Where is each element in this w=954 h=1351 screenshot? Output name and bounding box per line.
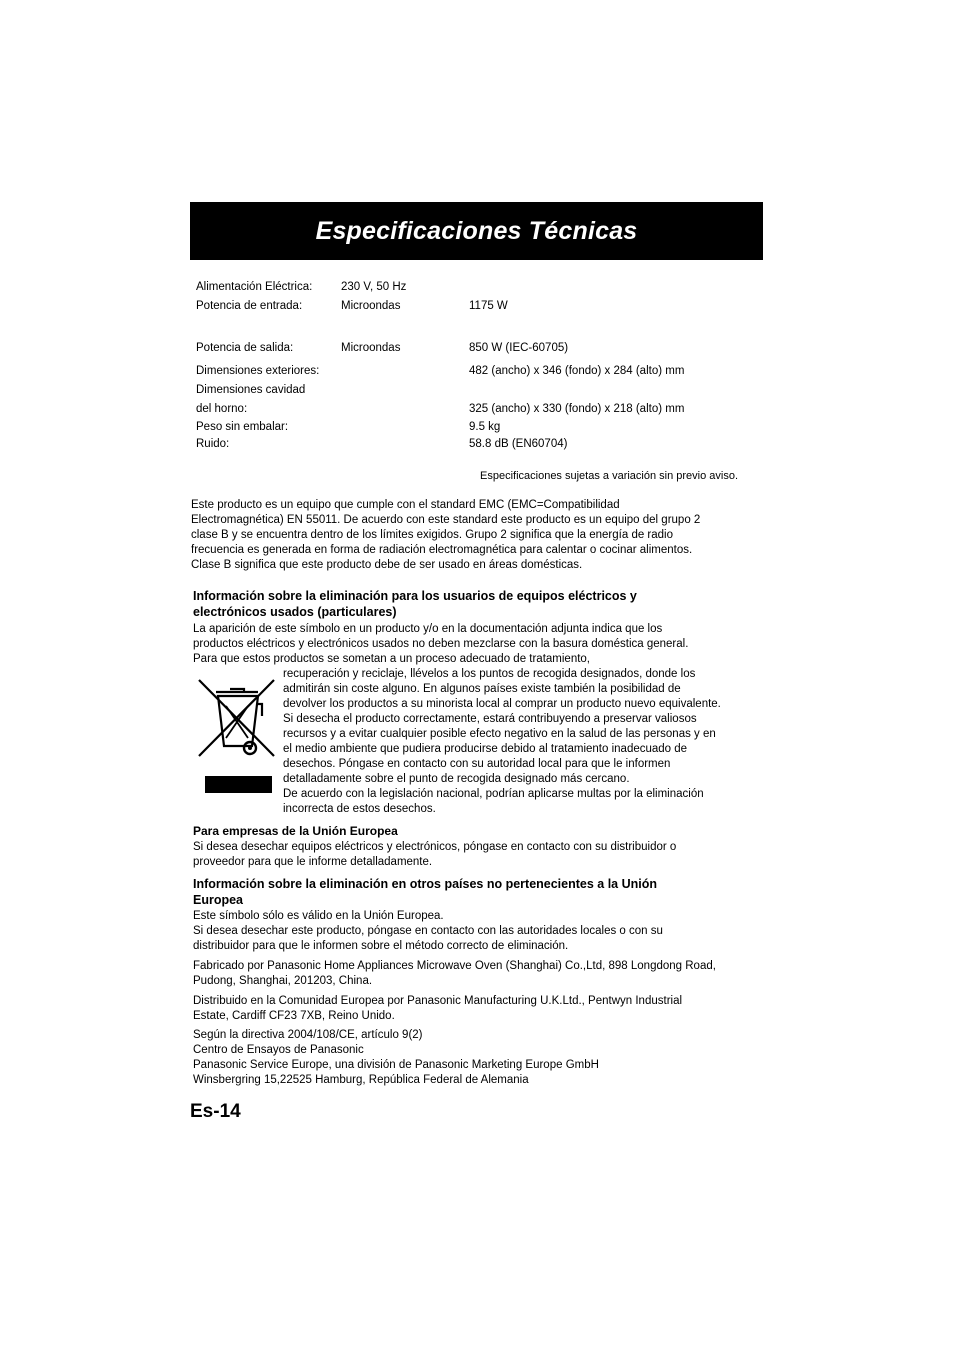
text-line: incorrecta de estos desechos.	[283, 803, 436, 815]
disposal-intro	[193, 622, 688, 667]
text-line: De acuerdo con la legislación nacional, podrían aplicarse multas por la eliminación	[283, 788, 704, 800]
spec-label: Potencia de salida:	[196, 342, 294, 354]
spec-value: 1175 W	[469, 300, 508, 312]
text-line: recursos y a evitar cualquier posible efecto negativo en la salud de las personas y en	[283, 728, 716, 740]
text-line: Según la directiva 2004/108/CE, artículo 9(2)	[193, 1029, 423, 1041]
spec-label: Alimentación Eléctrica:	[196, 281, 313, 293]
crossed-out-wheelie-bin-icon	[196, 676, 278, 798]
business-heading: Para empresas de la Unión Europea	[193, 824, 398, 838]
spec-label: Dimensiones cavidad	[196, 384, 306, 396]
text-line: clase B y se encuentra dentro de los límites exigidos. Grupo 2 significa que la energía de radio	[191, 529, 674, 541]
other-countries-paragraph	[193, 909, 663, 954]
manufacturer-paragraph	[193, 959, 716, 989]
text-line: Electromagnética) EN 55011. De acuerdo con este standard este producto es un equipo del grupo 2	[191, 514, 701, 526]
spec-label: del horno:	[196, 403, 248, 415]
text-line: frecuencia es generada en forma de radiación electromagnética para calentar o cocinar alimentos.	[191, 544, 693, 556]
spec-value: 482 (ancho) x 346 (fondo) x 284 (alto) mm	[469, 365, 685, 377]
text-line: Estate, Cardiff CF23 7XB, Reino Unido.	[193, 1010, 395, 1022]
title-banner	[190, 202, 763, 260]
spec-label: Dimensiones exteriores:	[196, 365, 320, 377]
text-line: Centro de Ensayos de Panasonic	[193, 1044, 364, 1056]
disposal-body	[283, 667, 721, 817]
text-line: recuperación y reciclaje, llévelos a los puntos de recogida designados, donde los	[283, 668, 696, 680]
distributor-paragraph	[193, 994, 682, 1024]
spec-mode: Microondas	[341, 300, 401, 312]
text-line: proveedor para que le informe detalladamente.	[193, 856, 433, 868]
spec-mode: Microondas	[341, 342, 401, 354]
text-line: admitirán sin coste alguno. En algunos países existe también la posibilidad de	[283, 683, 681, 695]
text-line: Si desea desechar este producto, póngase en contacto con las autoridades locales o con su	[193, 925, 663, 937]
text-line: Winsbergring 15,22525 Hamburg, República Federal de Alemania	[193, 1074, 529, 1086]
text-line: distribuidor para que le informen sobre el método correcto de eliminación.	[193, 940, 569, 952]
heading-line: Europea	[193, 893, 244, 907]
text-line: Fabricado por Panasonic Home Appliances Microwave Oven (Shanghai) Co.,Ltd, 898 Longdong Road,	[193, 960, 716, 972]
text-line: Clase B significa que este producto debe de ser usado en áreas domésticas.	[191, 559, 583, 571]
text-line: Este símbolo sólo es válido en la Unión Europea.	[193, 910, 444, 922]
spec-value: 9.5 kg	[469, 421, 501, 433]
business-paragraph	[193, 840, 676, 870]
disposal-heading	[193, 588, 637, 620]
text-line: Si desecha el producto correctamente, estará contribuyendo a preservar valiosos	[283, 713, 697, 725]
heading-line: electrónicos usados (particulares)	[193, 605, 397, 619]
spec-value: 58.8 dB (EN60704)	[469, 438, 568, 450]
spec-label: Potencia de entrada:	[196, 300, 303, 312]
text-line: detalladamente sobre el punto de recogida designado más cercano.	[283, 773, 630, 785]
spec-value: 325 (ancho) x 330 (fondo) x 218 (alto) mm	[469, 403, 685, 415]
spec-note: Especificaciones sujetas a variación sin previo aviso.	[480, 470, 739, 482]
directive-paragraph	[193, 1028, 599, 1088]
spec-value: 850 W (IEC-60705)	[469, 342, 569, 354]
spec-value: 230 V, 50 Hz	[341, 281, 407, 293]
other-countries-heading	[193, 876, 657, 908]
text-line: Si desea desechar equipos eléctricos y electrónicos, póngase en contacto con su distribuidor o	[193, 841, 677, 853]
spec-label: Ruido:	[196, 438, 230, 450]
text-line: devolver los productos a su minorista local al comprar un producto nuevo equivalente.	[283, 698, 721, 710]
text-line: el medio ambiente que pudiera producirse debido al tratamiento inadecuado de	[283, 743, 688, 755]
text-line: La aparición de este símbolo en un producto y/o en la documentación adjunta indica que los	[193, 623, 663, 635]
text-line: desechos. Póngase en contacto con su autoridad local para que le informen	[283, 758, 671, 770]
text-line: Pudong, Shanghai, 201203, China.	[193, 975, 373, 987]
text-line: Este producto es un equipo que cumple con el standard EMC (EMC=Compatibilidad	[191, 499, 620, 511]
text-line: Para que estos productos se sometan a un proceso adecuado de tratamiento,	[193, 653, 591, 665]
text-line: productos eléctricos y electrónicos usados no deben mezclarse con la basura doméstica general.	[193, 638, 689, 650]
spec-label: Peso sin embalar:	[196, 421, 289, 433]
page-number: Es-14	[190, 1101, 241, 1122]
text-line: Panasonic Service Europe, una división de Panasonic Marketing Europe GmbH	[193, 1059, 599, 1071]
heading-line: Información sobre la eliminación en otros países no pertenecientes a la Unión	[193, 877, 658, 891]
emc-paragraph	[191, 498, 700, 573]
page-title: Especificaciones Técnicas	[315, 216, 638, 245]
heading-line: Información sobre la eliminación para los usuarios de equipos eléctricos y	[193, 589, 637, 603]
text-line: Distribuido en la Comunidad Europea por Panasonic Manufacturing U.K.Ltd., Pentwyn Industrial	[193, 995, 683, 1007]
